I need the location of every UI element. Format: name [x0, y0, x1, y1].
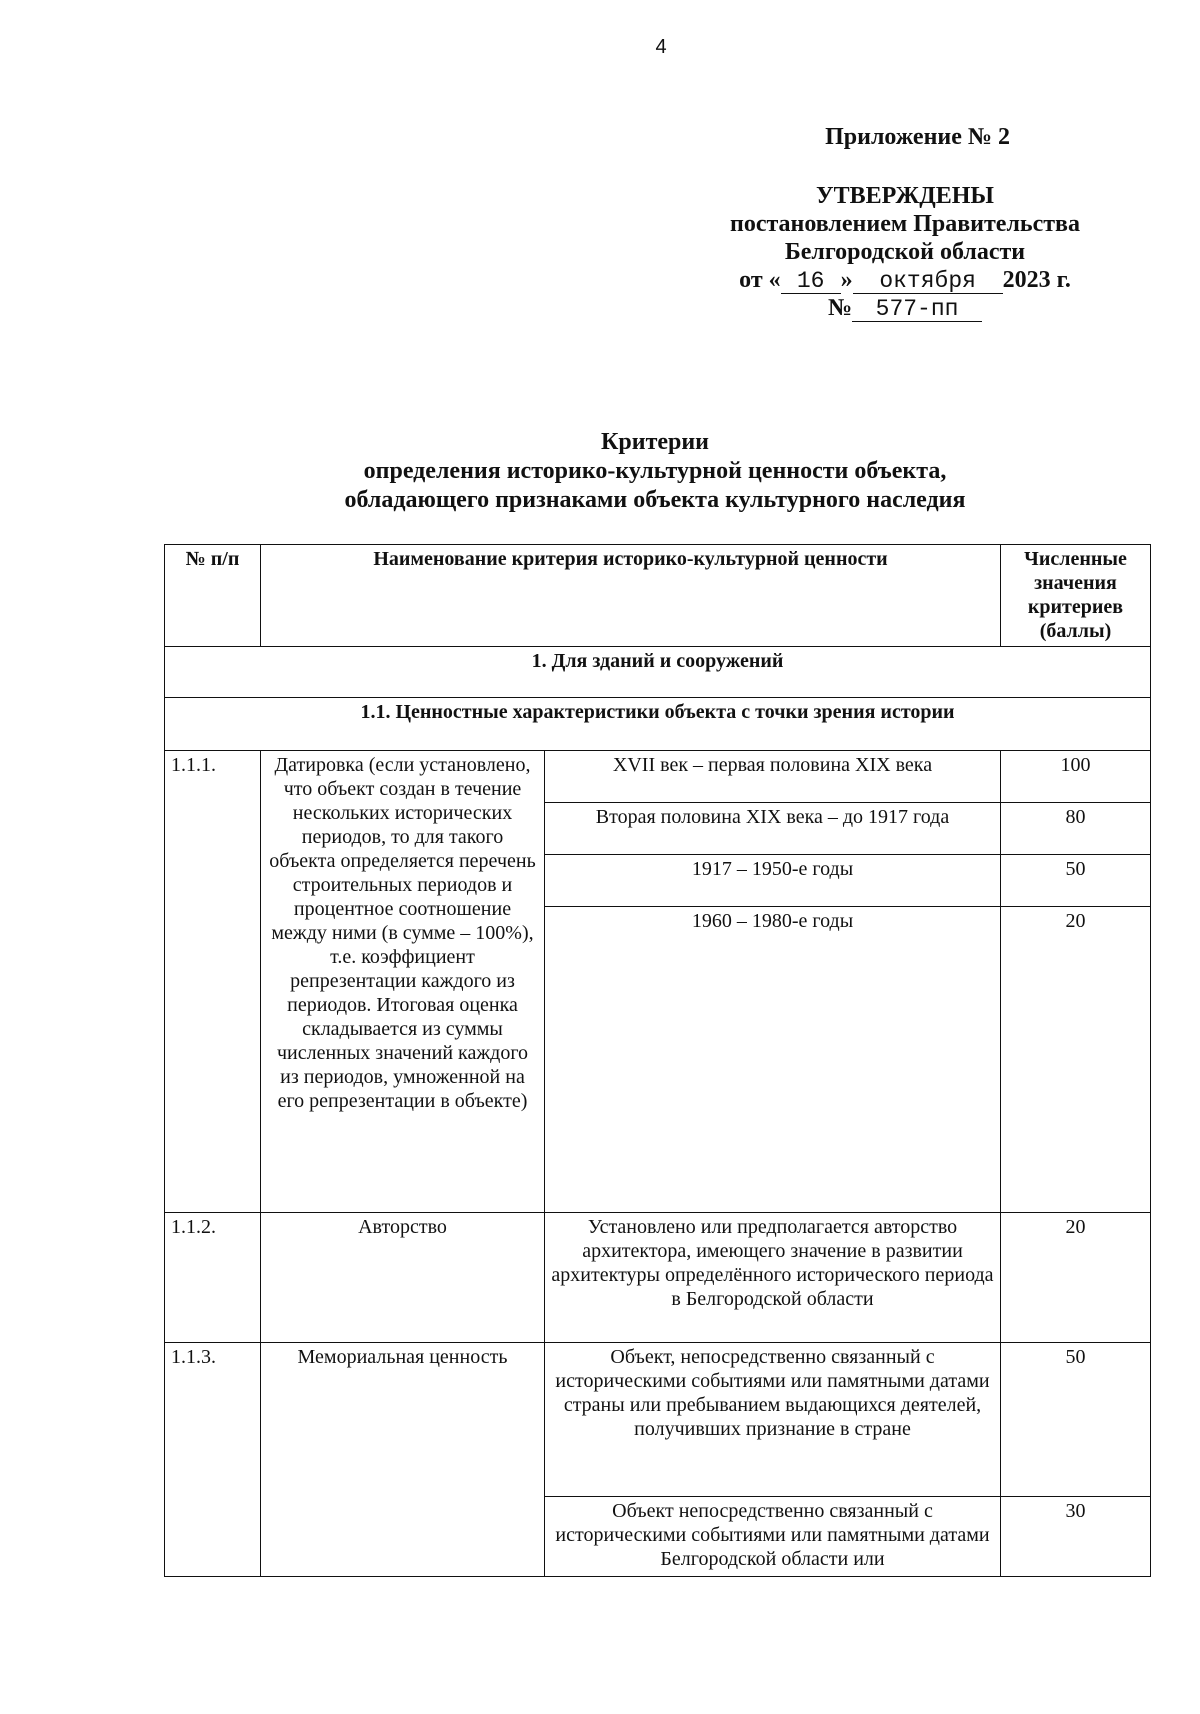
header-name: Наименование критерия историко-культурной ценности — [261, 545, 1001, 647]
title-line2: определения историко-культурной ценности объекта, — [363, 458, 947, 484]
document-title — [0, 428, 1200, 515]
section-heading: 1. Для зданий и сооружений — [165, 647, 1151, 698]
date-day: 16 — [781, 269, 841, 294]
header-num: № п/п — [165, 545, 261, 647]
approval-date — [700, 266, 1110, 294]
criteria-table — [164, 544, 1151, 1577]
title-line1: Критерии — [600, 429, 710, 455]
criterion-cell: Мемориальная ценность — [261, 1343, 545, 1577]
option-cell: 1917 – 1950-е годы — [545, 855, 1001, 907]
option-cell: XVII век – первая половина XIX века — [545, 751, 1001, 803]
criterion-cell: Датировка (если установлено, что объект создан в течение нескольких исторических периодов, то для такого объекта определяется перечень строительных периодов и процентное соотношение между ними (в сумме – 100%), т.е. коэффициент репрезентации каждого из периодов. Итоговая оценка складывается из суммы численных значений каждого из периодов, умноженной на его репрезентации в объекте) — [261, 751, 545, 1213]
score-cell: 20 — [1001, 1213, 1151, 1343]
approval-block — [700, 182, 1110, 322]
row-num: 1.1.1. — [165, 751, 261, 1213]
date-prefix: от « — [739, 267, 781, 293]
number-value: 577-пп — [852, 297, 982, 322]
table-row — [165, 751, 1151, 803]
score-cell: 100 — [1001, 751, 1151, 803]
option-cell: Объект, непосредственно связанный с историческими событиями или памятными датами страны или пребыванием выдающихся деятелей, получивших признание в стране — [545, 1343, 1001, 1497]
approval-number — [700, 294, 1110, 322]
subsection-row — [165, 698, 1151, 751]
approved-label: УТВЕРЖДЕНЫ — [816, 183, 994, 209]
option-cell: Объект непосредственно связанный с историческими событиями или памятными датами Белгородской области или — [545, 1497, 1001, 1577]
score-cell: 80 — [1001, 803, 1151, 855]
score-cell: 20 — [1001, 907, 1151, 1213]
score-cell: 30 — [1001, 1497, 1151, 1577]
option-cell: 1960 – 1980-е годы — [545, 907, 1001, 1213]
date-month: октября — [853, 269, 1003, 294]
row-num: 1.1.2. — [165, 1213, 261, 1343]
table-row — [165, 1343, 1151, 1497]
number-prefix: № — [827, 295, 853, 321]
section-row — [165, 647, 1151, 698]
appendix-title: Приложение № 2 — [825, 124, 1010, 150]
criterion-cell: Авторство — [261, 1213, 545, 1343]
approved-by-line1: постановлением Правительства — [729, 211, 1080, 237]
title-line3: обладающего признаками объекта культурного наследия — [344, 487, 966, 513]
row-num: 1.1.3. — [165, 1343, 261, 1577]
approved-by-line2: Белгородской области — [784, 239, 1026, 265]
score-cell: 50 — [1001, 855, 1151, 907]
subsection-heading: 1.1. Ценностные характеристики объекта с точки зрения истории — [165, 698, 1151, 751]
option-cell: Вторая половина XIX века – до 1917 года — [545, 803, 1001, 855]
table-row — [165, 1213, 1151, 1343]
option-cell: Установлено или предполагается авторство архитектора, имеющего значение в развитии архитектуры определённого исторического периода в Белгородской области — [545, 1213, 1001, 1343]
date-year: 2023 г. — [1002, 267, 1071, 293]
date-sep: » — [840, 267, 853, 293]
page-number: 4 — [655, 36, 667, 58]
header-score: Численные значения критериев (баллы) — [1001, 545, 1151, 647]
header-row — [165, 545, 1151, 647]
score-cell: 50 — [1001, 1343, 1151, 1497]
